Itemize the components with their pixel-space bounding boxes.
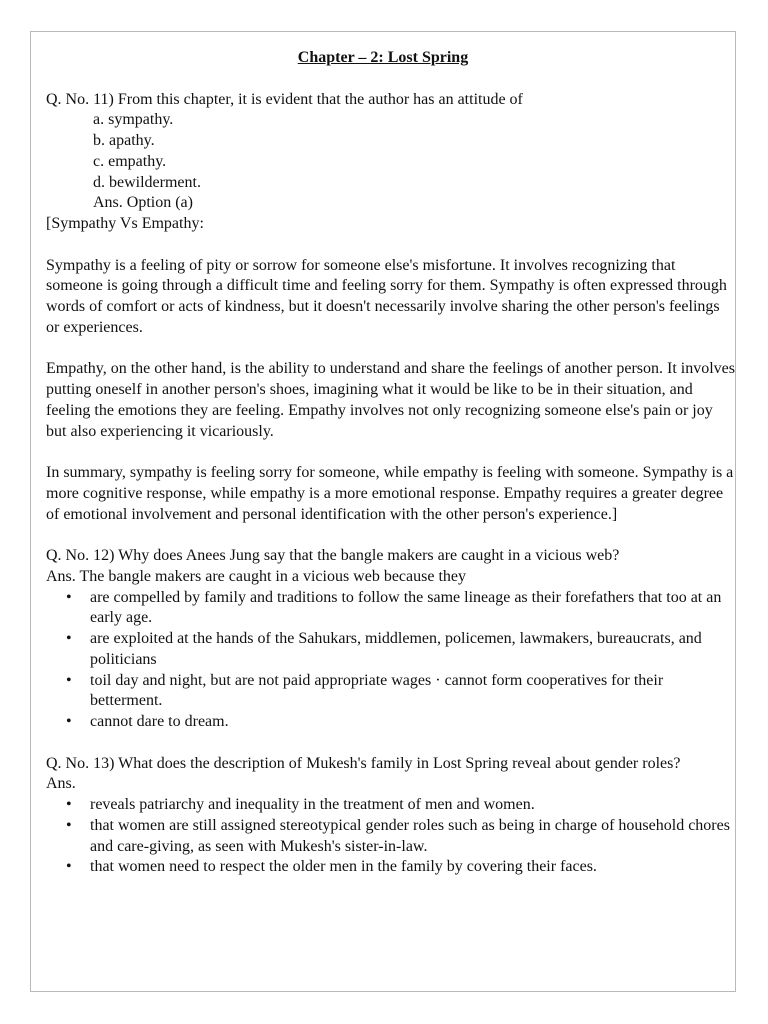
q13-question: Q. No. 13) What does the description of Mukesh's family in Lost Spring reveal about gender roles? — [46, 754, 681, 772]
q11-option-a: a. sympathy. — [93, 111, 174, 129]
list-item: • toil day and night, but are not paid appropriate wages · cannot form cooperatives for their betterment. — [46, 671, 736, 712]
question-11 — [46, 90, 736, 526]
q13-bullet-list — [46, 795, 736, 878]
list-item: • that women are still assigned stereotypical gender roles such as being in charge of household chores and care-giving, as seen with Mukesh's sister-in-law. — [46, 816, 736, 857]
q11-sympathy-paragraph: Sympathy is a feeling of pity or sorrow for someone else's misfortune. It involves recognizing that someone is going through a difficult time and feeling sorry for them. Sympathy is often expressed through words of comfort or acts of kindness, but it doesn't necessarily involve sharing the other person's feelings or experiences. — [46, 256, 727, 336]
list-item: • are exploited at the hands of the Sahukars, middlemen, policemen, lawmakers, bureaucrats, and politicians — [46, 629, 736, 670]
q11-option-c: c. empathy. — [93, 152, 167, 170]
q11-note-heading: [Sympathy Vs Empathy: — [46, 214, 204, 232]
q11-summary-paragraph: In summary, sympathy is feeling sorry for someone, while empathy is feeling with someone. Sympathy is a more cognitive response, while empathy is a more emotional response. Empathy requires a greater degree of emotional involvement and personal identification with the other person's experience.] — [46, 464, 734, 523]
q11-option-d: d. bewilderment. — [93, 173, 201, 191]
chapter-title: Chapter – 2: Lost Spring — [297, 49, 469, 66]
q11-answer: Ans. Option (a) — [93, 194, 193, 212]
list-item: • cannot dare to dream. — [46, 712, 736, 733]
q12-answer-intro: Ans. The bangle makers are caught in a vicious web because they — [46, 568, 466, 586]
q11-question: Q. No. 11) From this chapter, it is evident that the author has an attitude of — [46, 90, 523, 108]
question-12 — [46, 546, 736, 732]
list-item: • that women need to respect the older men in the family by covering their faces. — [46, 857, 736, 878]
document-page — [30, 31, 736, 992]
list-item: • are compelled by family and traditions to follow the same lineage as their forefathers that too at an early age. — [46, 588, 736, 629]
page-content — [46, 48, 736, 878]
question-13 — [46, 754, 736, 878]
q12-question: Q. No. 12) Why does Anees Jung say that the bangle makers are caught in a vicious web? — [46, 547, 620, 565]
q12-bullet-list — [46, 588, 736, 733]
q11-empathy-paragraph: Empathy, on the other hand, is the ability to understand and share the feelings of another person. It involves putting oneself in another person's shoes, imagining what it would be like to be in their situation, and feeling the emotions they are feeling. Empathy involves not only recognizing someone else's pain or joy but also experiencing it vicariously. — [46, 360, 736, 440]
q13-answer-intro: Ans. — [46, 775, 76, 793]
list-item: • reveals patriarchy and inequality in the treatment of men and women. — [46, 795, 736, 816]
q11-option-b: b. apathy. — [93, 132, 155, 150]
